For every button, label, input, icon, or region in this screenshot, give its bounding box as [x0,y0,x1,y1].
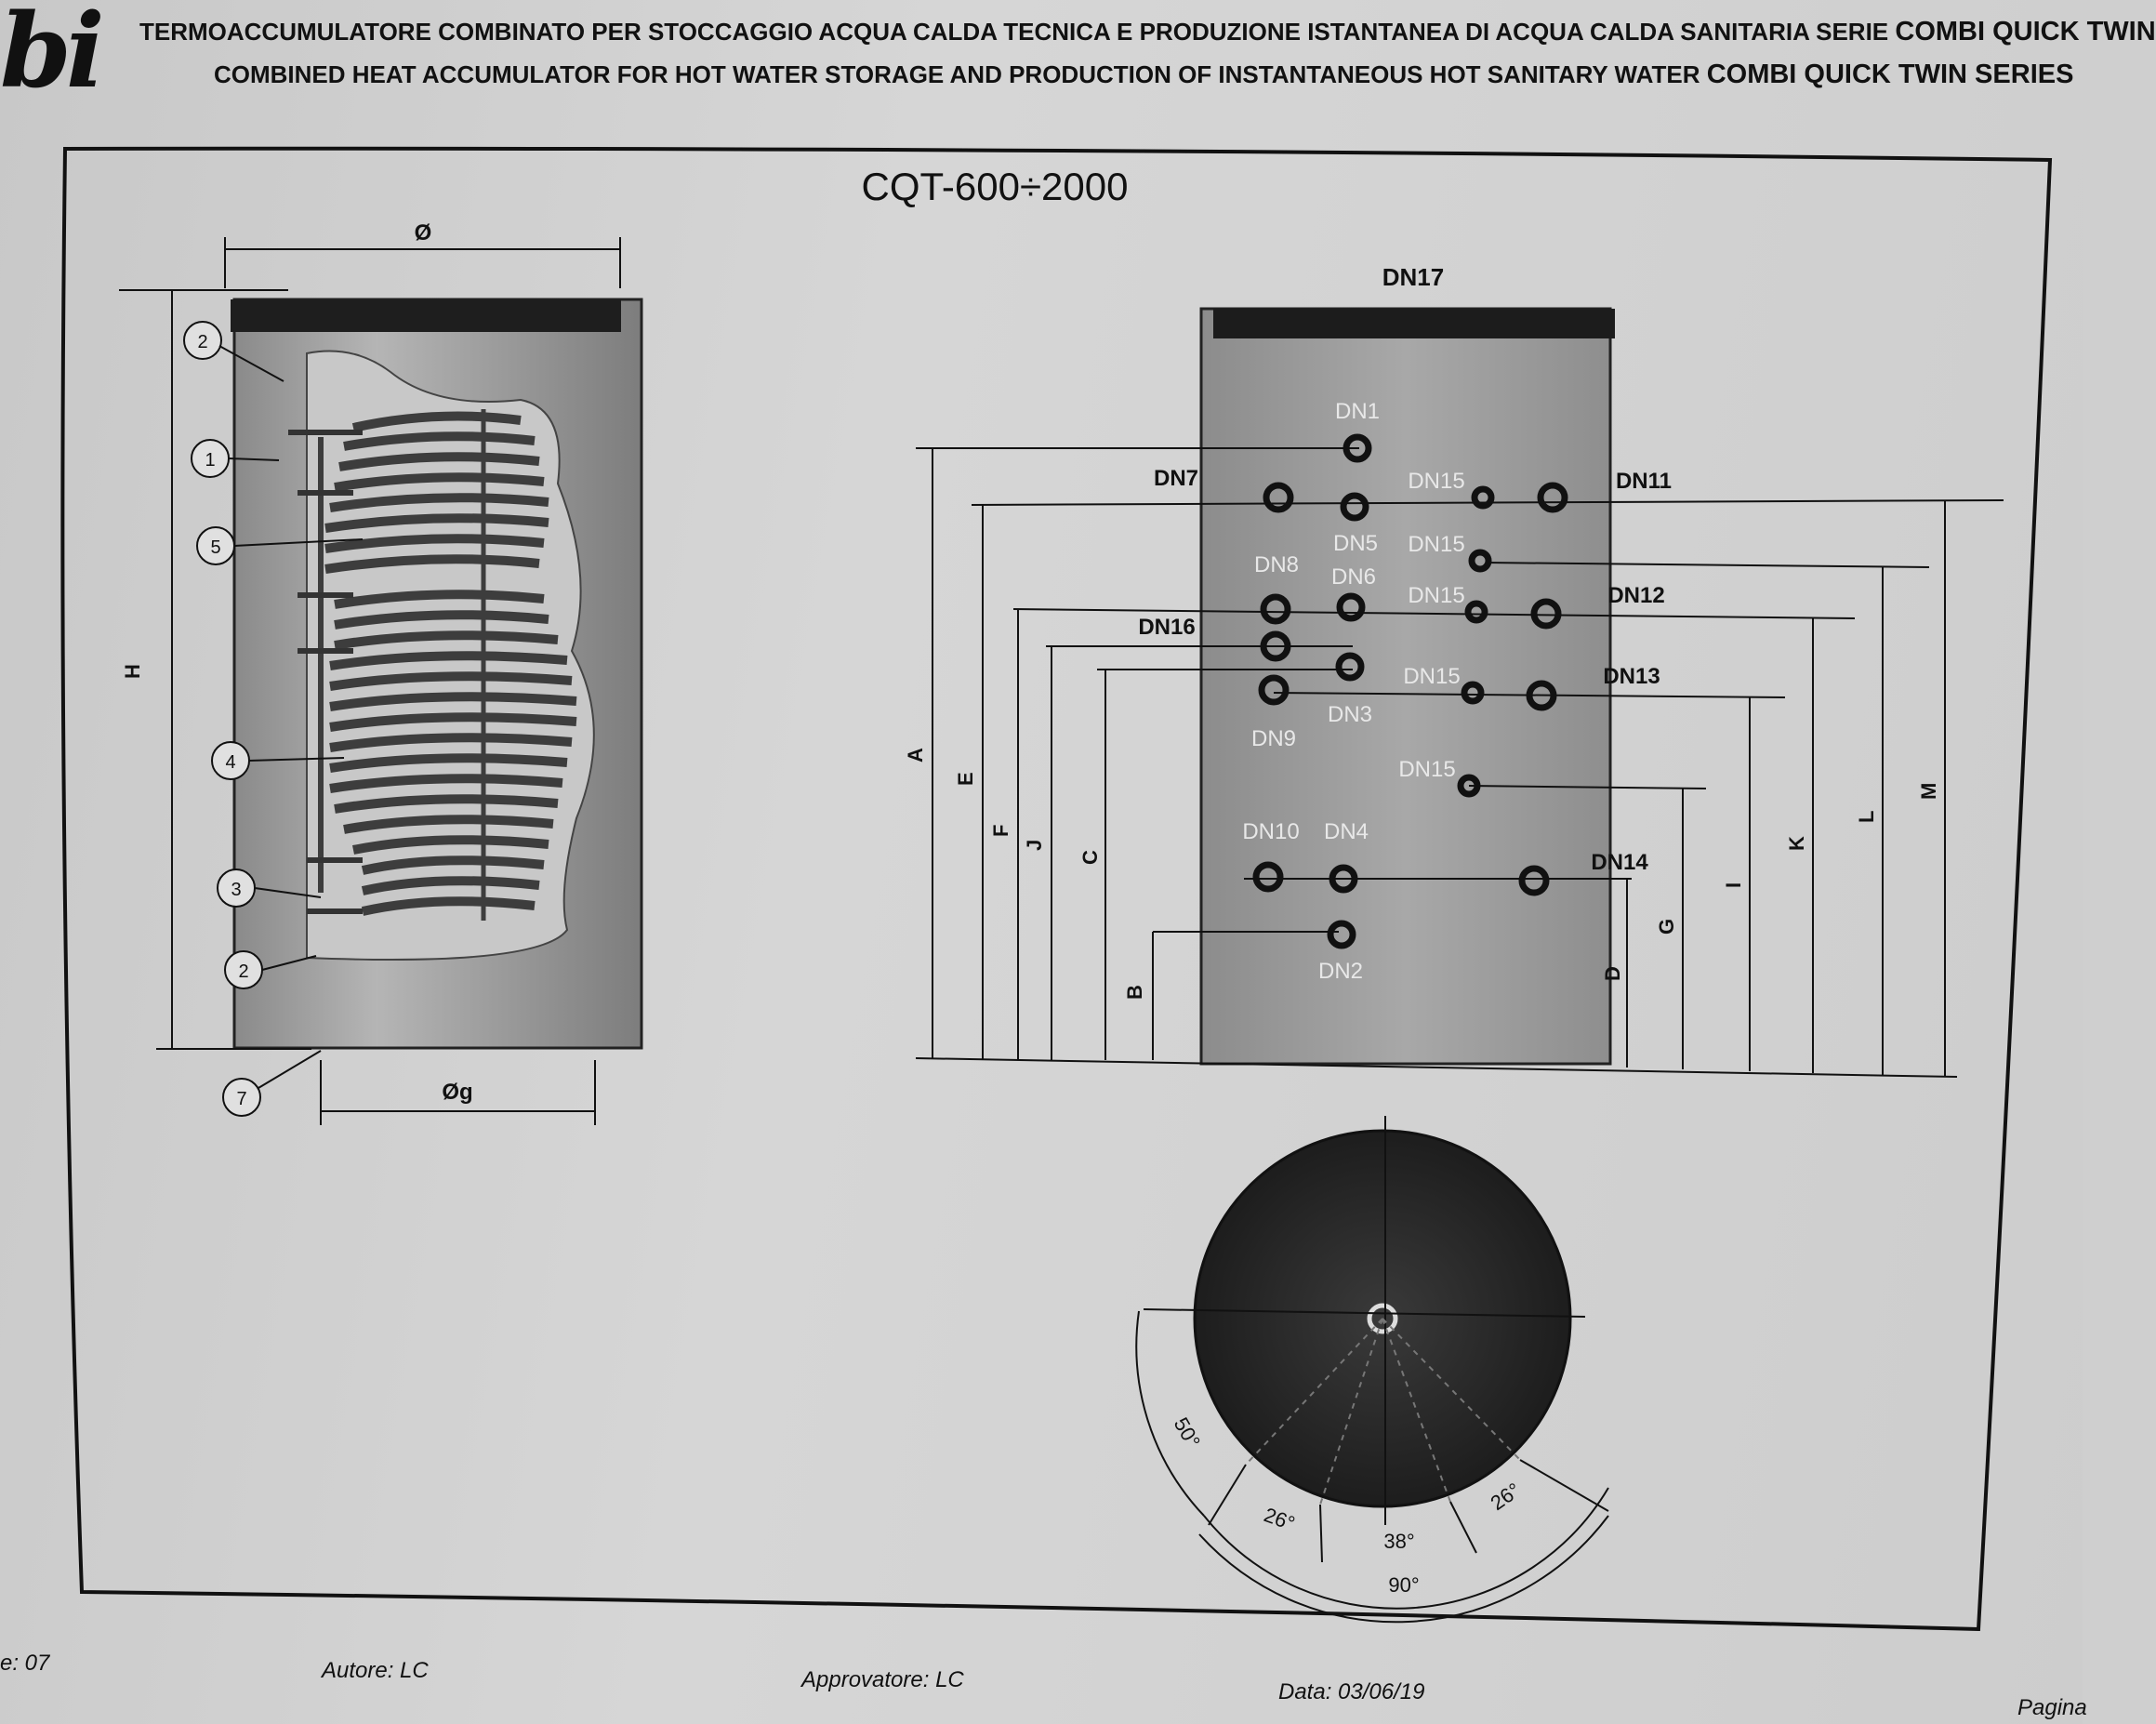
label-dn10: DN10 [1242,819,1300,844]
series-name-it: COMBI QUICK TWIN [1895,17,2156,46]
label-dn9: DN9 [1250,726,1297,751]
dim-B: B [1123,985,1146,1000]
date-label: Data: 03/06/19 [1278,1679,1425,1704]
company-logo: bi [0,0,99,111]
label-dn2: DN2 [1317,959,1364,984]
label-dn15-e: DN15 [1398,757,1456,782]
page-label: Pagina [2017,1695,2087,1720]
dim-I: I [1722,882,1745,888]
model-title: CQT-600÷2000 [861,165,1129,208]
svg-text:7: 7 [236,1089,247,1109]
dim-G: G [1655,918,1678,935]
dim-E: E [954,772,977,786]
label-dn6: DN6 [1330,564,1377,590]
label-dn7: DN7 [1153,466,1199,491]
svg-text:3: 3 [231,880,242,900]
svg-text:5: 5 [210,537,221,558]
connection-dn17: DN17 [1382,263,1445,291]
dim-F: F [989,824,1012,837]
svg-text:2: 2 [238,961,249,982]
angle-26-right: 26° [1486,1478,1526,1516]
label-dn4: DN4 [1323,819,1369,844]
label-dn8: DN8 [1253,552,1300,577]
dim-K: K [1785,836,1808,851]
label-dn1: DN1 [1334,399,1381,424]
height-label: H [121,664,144,679]
label-dn12: DN12 [1607,583,1665,608]
label-dn3: DN3 [1327,702,1373,727]
angle-50: 50° [1169,1413,1205,1452]
label-dn13: DN13 [1603,664,1660,689]
angle-38: 38° [1383,1530,1415,1553]
angle-90: 90° [1388,1573,1420,1597]
title-italian: TERMOACCUMULATORE COMBINATO PER STOCCAGGIO ACQUA CALDA TECNICA E PRODUZIONE ISTANTANEA DI ACQUA CALDA SANITARIA SERIE COMBI QUICK TWIN [139,17,2156,46]
label-dn15-c: DN15 [1408,583,1465,608]
top-view [1136,1116,1608,1622]
label-dn15-a: DN15 [1408,469,1465,494]
base-diameter-label: Øg [442,1080,473,1105]
label-dn11: DN11 [1615,469,1673,494]
revision-label: e: 07 [0,1651,50,1676]
title-english: COMBINED HEAT ACCUMULATOR FOR HOT WATER STORAGE AND PRODUCTION OF INSTANTANEOUS HOT SANITARY WATER COMBI QUICK TWIN SERIES [214,60,2074,89]
dim-A: A [904,748,927,763]
angle-26-left: 26° [1261,1503,1299,1536]
author-label: Autore: LC [322,1658,429,1683]
label-dn5: DN5 [1332,531,1379,556]
dim-C: C [1078,850,1102,865]
cutaway-view [119,220,642,1125]
side-view [904,263,2004,1077]
dim-D: D [1601,966,1624,981]
tank-top-cap [231,299,621,332]
label-dn15-d: DN15 [1403,664,1461,689]
dim-J: J [1023,839,1046,851]
approver-label: Approvatore: LC [801,1667,964,1692]
label-dn16: DN16 [1138,615,1196,640]
svg-text:4: 4 [225,752,236,773]
callout-7 [223,1051,321,1116]
series-name-en: COMBI QUICK TWIN SERIES [1706,60,2074,89]
diameter-label: Ø [414,220,432,245]
dim-M: M [1917,782,1940,800]
label-dn15-b: DN15 [1408,532,1465,557]
dim-L: L [1855,810,1878,823]
label-dn14: DN14 [1591,850,1648,875]
svg-text:1: 1 [205,450,216,471]
svg-text:2: 2 [197,332,208,352]
side-tank-top-cap [1213,309,1615,338]
